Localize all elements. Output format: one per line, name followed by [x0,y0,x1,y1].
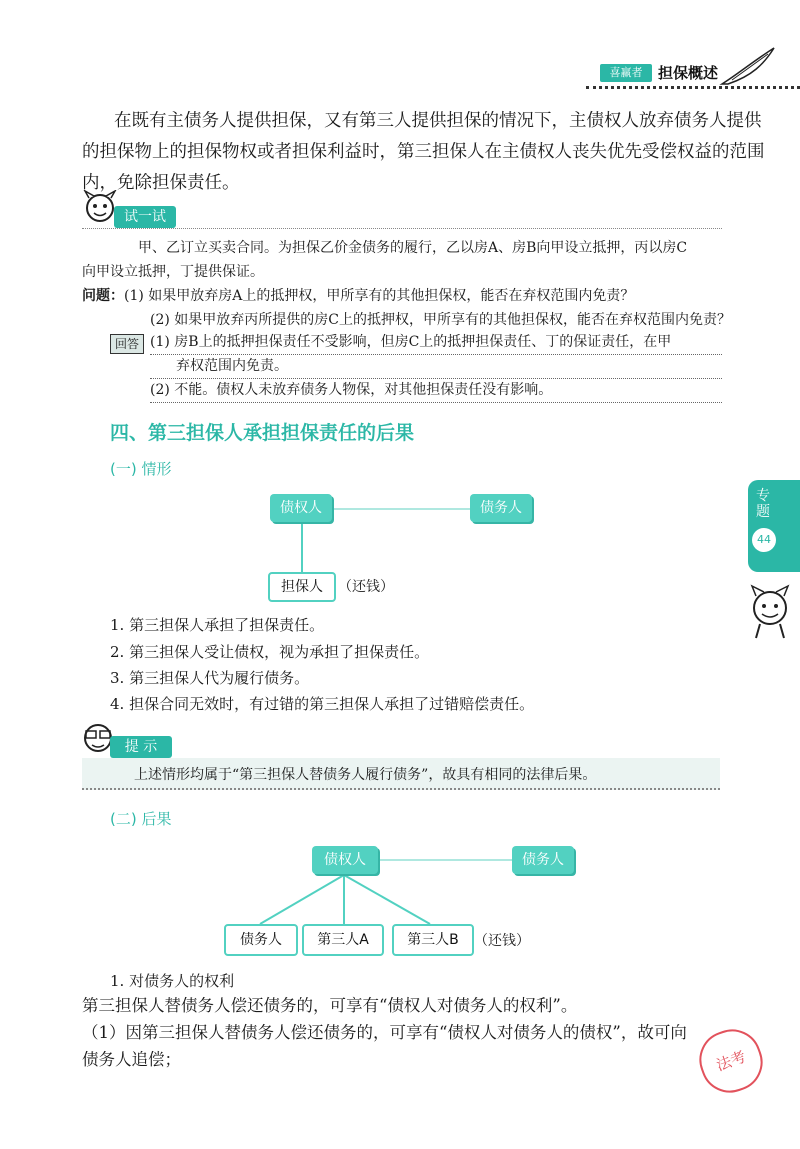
section-title: 四、第三担保人承担担保责任的后果 [110,422,415,444]
diagram1-debtor-node: 债务人 [470,494,532,522]
try-badge: 试一试 [114,206,176,228]
answer-2: (2) 不能。债权人未放弃债务人物保，对其他担保责任没有影响。 [150,382,553,398]
chapter-tab [748,480,800,572]
chapter-tab-label: 专题 [756,488,770,520]
intro-line-3: 内，免除担保责任。 [82,173,240,193]
question-1: (1) 如果甲放弃房A上的抵押权，甲所享有的其他担保权，能否在弃权范围内免责？ [124,288,635,304]
answer-label: 回答 [110,334,144,354]
diagram2-creditor-node: 债权人 [312,846,378,874]
chapter-tab-number: 44 [752,528,776,552]
answer-1-line-1: (1) 房B上的抵押担保责任不受影响，但房C上的抵押担保责任、丁的保证责任，在甲 [150,334,672,350]
question-2: (2) 如果甲放弃丙所提供的房C上的抵押权，甲所享有的其他担保权，能否在弃权范围内免责？ [150,312,731,328]
list-item-4: 4. 担保合同无效时，有过错的第三担保人承担了过错赔偿责任。 [110,695,535,713]
try-case-line-1: 甲、乙订立买卖合同。为担保乙价金债务的履行，乙以房A、房B向甲设立抵押，丙以房C [138,240,688,256]
rights-title: 1. 对债务人的权利 [110,972,235,990]
list-item-2: 2. 第三担保人受让债权，视为承担了担保责任。 [110,643,430,661]
intro-line-1: 在既有主债务人提供担保，又有第三人提供担保的情况下，主债权人放弃债务人提供 [114,111,762,131]
diagram1-creditor-node: 债权人 [270,494,332,522]
intro-line-2: 的担保物上的担保物权或者担保利益时，第三担保人在主债权人丧失优先受偿权益的范围 [82,142,765,162]
rights-paragraph-2-line-1: （1）因第三担保人替债务人偿还债务的，可享有“债权人对债务人的债权”，故可向 [82,1023,687,1042]
hint-text: 上述情形均属于“第三担保人替债务人履行债务”，故具有相同的法律后果。 [134,767,597,783]
diagram1-guarantor-node: 担保人 [268,572,336,602]
diagram1-note: （还钱） [338,579,394,595]
list-item-1: 1. 第三担保人承担了担保责任。 [110,616,325,634]
hint-badge: 提 示 [110,736,172,758]
header-title: 担保概述 [658,64,719,82]
diagram2-third-party-b: 第三人B [392,924,474,956]
answer-1-line-2: 弃权范围内免责。 [176,358,288,374]
header-tag: 喜赢者 [600,64,652,82]
try-case-line-2: 向甲设立抵押，丁提供保证。 [82,264,264,280]
subsection-2-title: (二) 后果 [110,810,172,828]
stamp: 法考 [691,1021,770,1100]
list-item-3: 3. 第三担保人代为履行债务。 [110,669,310,687]
diagram2-third-party-a: 第三人A [302,924,384,956]
side-mascot-icon [742,584,798,640]
diagram2-debtor-box: 债务人 [224,924,298,956]
subsection-1-title: (一) 情形 [110,460,172,478]
diagram2-note: （还钱） [474,933,530,949]
question-label: 问题： [82,288,124,304]
rights-paragraph-2-line-2: 债务人追偿； [82,1050,181,1069]
rights-paragraph-1: 第三担保人替债务人偿还债务的，可享有“债权人对债务人的权利”。 [82,996,578,1015]
diagram2-debtor-node: 债务人 [512,846,574,874]
